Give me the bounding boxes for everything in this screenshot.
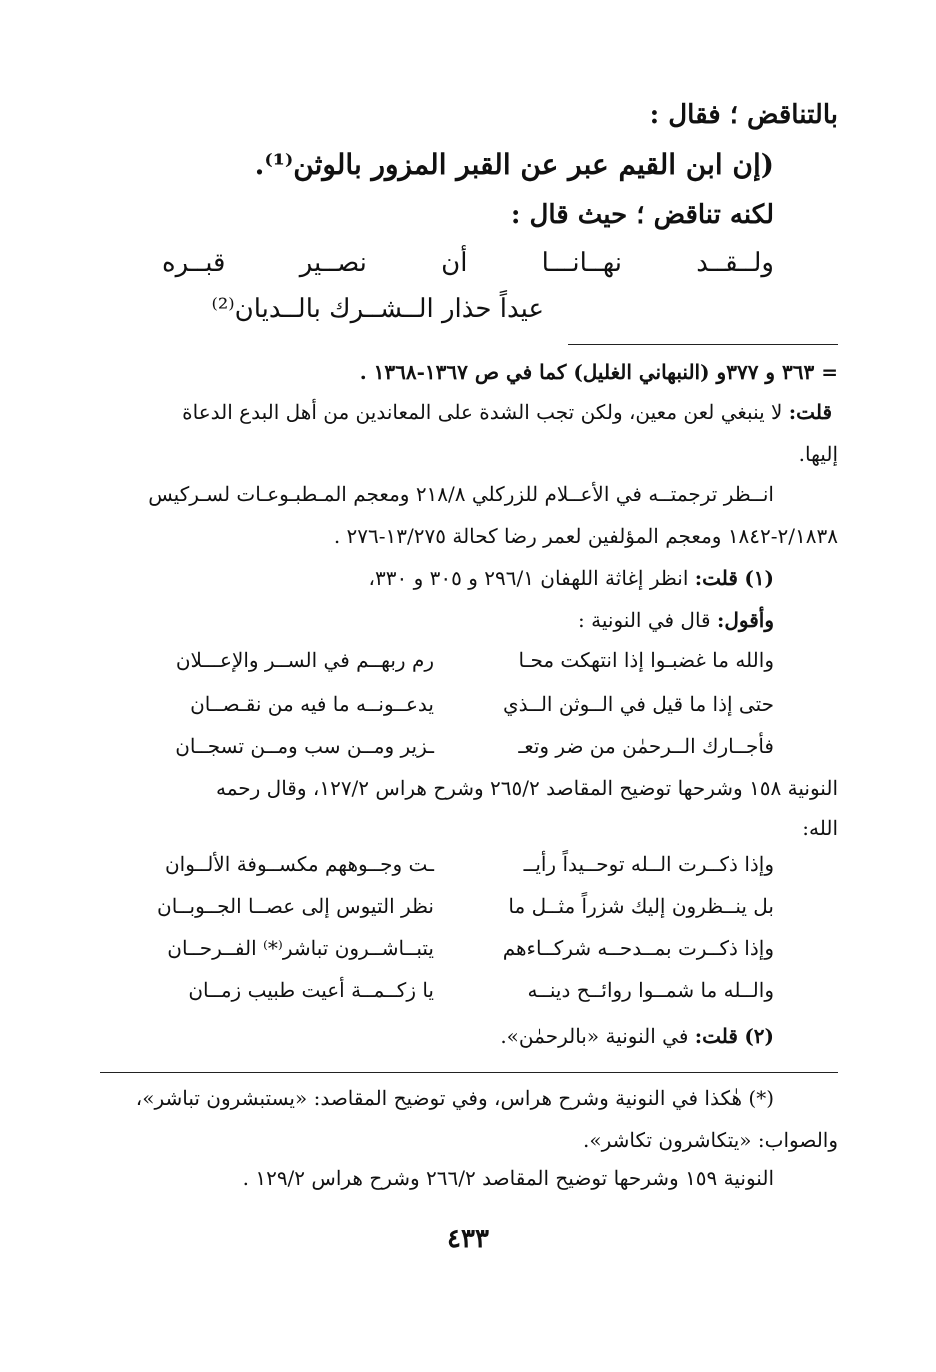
page-number: ٤٣٣	[447, 1224, 489, 1254]
reference-2: النونية ١٥٩ وشرحها توضيح المقاصد ٢٦٦/٢ وشرح هراس ١٢٩/٢ .	[242, 1166, 774, 1190]
see-line-1: انــظر ترجمتــه في الأعــلام للزركلي ٢١٨/٨ ومعجم المـطبـوعـات لسـركيس	[148, 482, 774, 506]
footnote-2-number: (٢)	[744, 1024, 774, 1048]
verse-1-right: والله ما غضبـوا إذا انتهكت محـا	[518, 648, 774, 672]
see-line-2: ٢/١٨٣٨-١٨٤٢ ومعجم المؤلفين لعمر رضا كحالة ١٣/٢٧٥-٢٧٦ .	[333, 524, 838, 548]
verse-4-right: وإذا ذكــرت الــله توحــيداً رأيــ	[523, 852, 774, 876]
qult-paragraph	[182, 400, 832, 424]
footnote-1-text: انظر إغاثة اللهفان ٢٩٦/١ و ٣٠٥ و ٣٣٠،	[368, 566, 689, 590]
aqul-text: قال في النونية :	[578, 608, 711, 632]
main-line-2: (إن ابن القيم عبر عن القبر المزور بالوثن⁽¹⁾.	[254, 148, 774, 181]
main-line-1: بالتناقض ؛ فقال :	[649, 100, 838, 130]
footnote-1	[369, 566, 774, 590]
verse-7-left: يا زكــمــة أعيت طبيب زمــان	[188, 978, 434, 1002]
qult-continuation: إليها.	[798, 442, 838, 466]
verse-5-right: بل ينــظرون إليك شزراً مثــل ما	[508, 894, 774, 918]
aqul-label: وأقول:	[716, 608, 774, 632]
verse-2-right: حتى إذا ما قيل في الــوثن الــذي	[502, 692, 774, 716]
footnote-1-number: (١)	[744, 566, 774, 590]
star-note-separator	[100, 1072, 838, 1073]
verse-4-left: ـت وجــوههم مكســوفة الألــوان	[164, 852, 434, 876]
star-note-line-1: (*) هٰكذا في النونية وشرح هراس، وفي توضيح المقاصد: «يستبشرون تباشر»،	[135, 1086, 774, 1110]
footnote-2-label: قلت:	[694, 1024, 738, 1048]
footnote-2-text: في النونية «بالرحمٰن».	[500, 1024, 689, 1048]
main-line-3: لكنه تناقض ؛ حيث قال :	[510, 200, 774, 230]
verse-3-left: ـزير ومــن سب ومــن تسجــان	[175, 734, 434, 758]
footnote-continuation: = ٣٦٣ و ٣٧٧و (النبهاني الغليل) كما في ص ١٣٦٧-١٣٦٨ .	[359, 360, 838, 384]
verse-3-right: فأجــارك الــرحمٰن من ضر وتعـ	[518, 734, 774, 758]
reference-1: النونية ١٥٨ وشرحها توضيح المقاصد ٢٦٥/٢ وشرح هراس ١٢٧/٢، وقال رحمه	[216, 776, 838, 800]
footnote-separator	[568, 344, 838, 345]
qult-label: قلت:	[788, 400, 832, 424]
verse-2-left: يدعــونــه ما فيه من نقـصــان	[190, 692, 434, 716]
poem-line-2: عيداً حذار الــشــرك بالــديان⁽²⁾	[211, 294, 544, 324]
verse-5-left: نظر التيوس إلى عصــا الجــوبــان	[157, 894, 434, 918]
footnote-2	[500, 1024, 774, 1048]
aqul-line	[578, 608, 774, 632]
qult-text: لا ينبغي لعن معين، ولكن تجب الشدة على المعاندين من أهل البدع الدعاة	[182, 400, 783, 424]
verse-6-left: يتبــاشــرون تباشر⁽*⁾ الفــرحــان	[167, 936, 434, 960]
poem-line-1: ولــقــد نهــانـــا أن نصــير قبــره	[162, 248, 774, 278]
verse-7-right: والــله ما شمــوا روائــح دينــه	[527, 978, 774, 1002]
verse-6-right: وإذا ذكــرت بمــدحــه شركــاءهم	[502, 936, 774, 960]
verse-1-left: رم ربهــم في الســر والإعـــلان	[175, 648, 434, 672]
reference-1-continuation: الله:	[802, 816, 838, 840]
star-note-line-2: والصواب: «يتكاشرون تكاشر».	[582, 1128, 838, 1152]
footnote-1-label: قلت:	[694, 566, 738, 590]
